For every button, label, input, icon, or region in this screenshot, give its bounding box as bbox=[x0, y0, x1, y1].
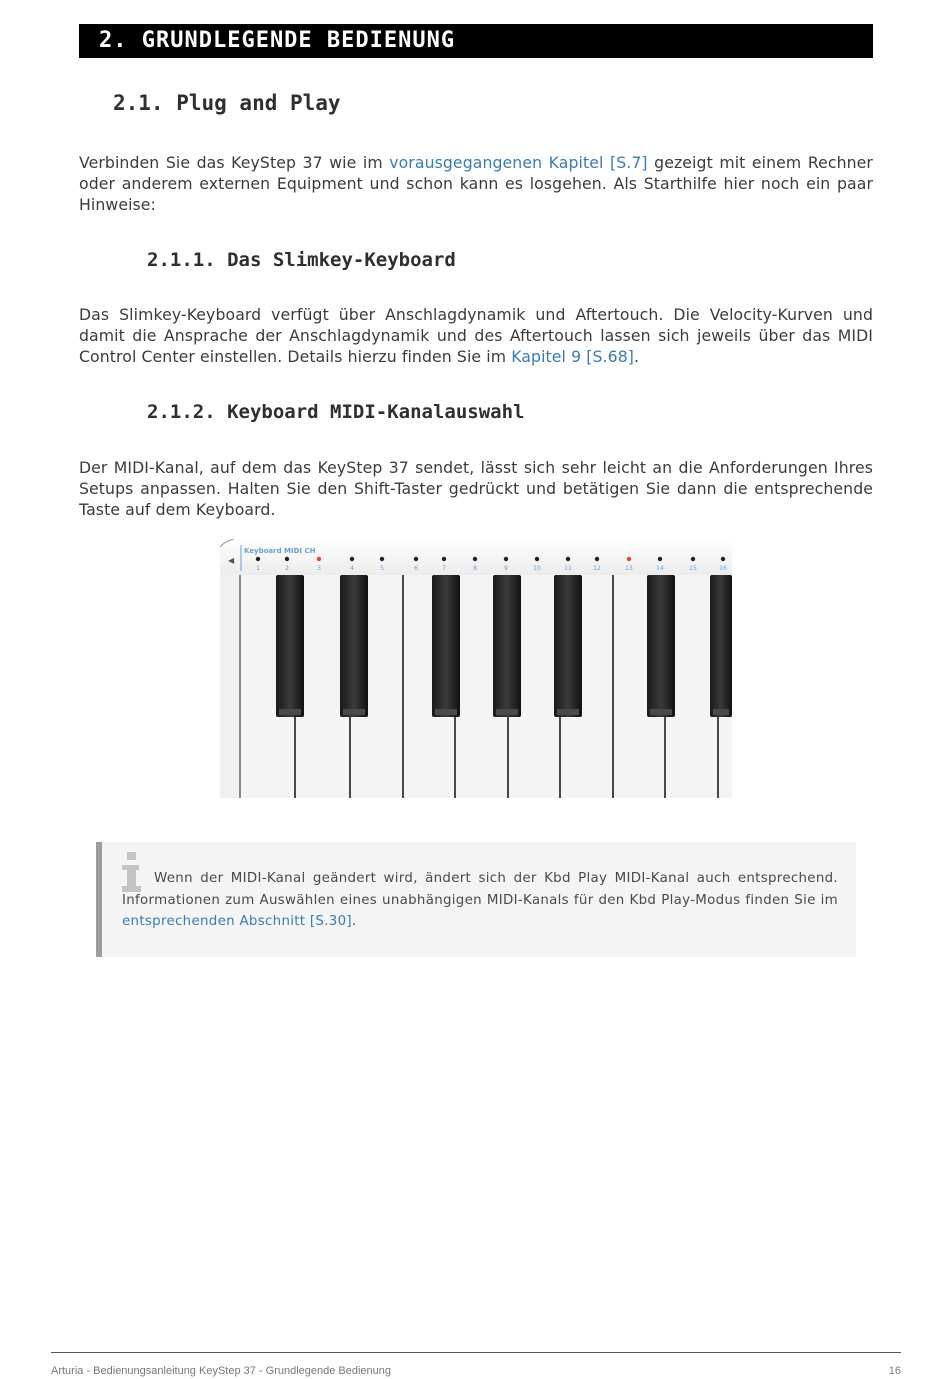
channel-dot bbox=[317, 557, 321, 561]
black-key bbox=[554, 575, 582, 717]
channel-dot bbox=[414, 557, 418, 561]
black-key-highlight bbox=[496, 709, 518, 715]
left-arrow-icon: ◀ bbox=[228, 556, 235, 565]
channel-dot bbox=[627, 557, 631, 561]
channel-dot bbox=[535, 557, 539, 561]
channel-number: 14 bbox=[656, 565, 664, 572]
channel-dot bbox=[380, 557, 384, 561]
note-text bbox=[122, 868, 838, 933]
channel-number: 3 bbox=[317, 565, 321, 572]
paragraph-text: . bbox=[634, 347, 640, 366]
black-key-highlight bbox=[713, 709, 729, 715]
chapter-heading-bar bbox=[79, 24, 873, 58]
channel-number: 9 bbox=[504, 565, 508, 572]
section-2-1-2-title: 2.1.2. Keyboard MIDI-Kanalauswahl bbox=[147, 401, 525, 423]
channel-number: 4 bbox=[350, 565, 354, 572]
footer-divider bbox=[51, 1352, 901, 1353]
channel-dot bbox=[504, 557, 508, 561]
channel-number: 13 bbox=[625, 565, 633, 572]
channel-number: 10 bbox=[533, 565, 541, 572]
channel-number: 1 bbox=[256, 565, 260, 572]
paragraph-text: gezeigt mit einem Rechner oder anderem externen Equipment und schon kann es losgehen. Als Starthilfe hier noch ein paar Hinweise: bbox=[79, 153, 873, 214]
channel-number: 15 bbox=[689, 565, 697, 572]
channel-dot bbox=[350, 557, 354, 561]
section-2-1-1-title: 2.1.1. Das Slimkey-Keyboard bbox=[147, 249, 456, 271]
paragraph-text: Das Slimkey-Keyboard verfügt über Anschlagdynamik und Aftertouch. Die Velocity-Kurven und damit die Ansprache der Anschlagdynamik und des Aftertouch lassen sich jeweils über das MIDI Control Center einstellen. Details hierzu finden Sie im bbox=[79, 305, 873, 366]
channel-number: 5 bbox=[380, 565, 384, 572]
channel-dot bbox=[566, 557, 570, 561]
black-key bbox=[276, 575, 304, 717]
channel-dot bbox=[595, 557, 599, 561]
channel-dot bbox=[256, 557, 260, 561]
black-key bbox=[432, 575, 460, 717]
info-note bbox=[96, 842, 856, 957]
channel-number: 16 bbox=[719, 565, 727, 572]
note-text-before: Wenn der MIDI-Kanal geändert wird, ändert sich der Kbd Play MIDI-Kanal auch entsprechend. Informationen zum Auswählen eines unabhängigen MIDI-Kanals für den Kbd Play-Modus finden Sie im bbox=[122, 871, 838, 908]
channel-number: 7 bbox=[442, 565, 446, 572]
link-previous-chapter[interactable]: vorausgegangenen Kapitel [S.7] bbox=[389, 153, 648, 172]
black-key-highlight bbox=[279, 709, 301, 715]
section-2-1-paragraph bbox=[79, 152, 873, 215]
black-key-highlight bbox=[343, 709, 365, 715]
black-key bbox=[493, 575, 521, 717]
link-chapter-9[interactable]: Kapitel 9 [S.68] bbox=[511, 347, 634, 366]
chapter-title: 2. GRUNDLEGENDE BEDIENUNG bbox=[99, 28, 456, 53]
channel-dot bbox=[658, 557, 662, 561]
channel-dot bbox=[691, 557, 695, 561]
channel-number: 11 bbox=[564, 565, 572, 572]
black-key bbox=[647, 575, 675, 717]
note-text-after: . bbox=[351, 914, 357, 929]
channel-dot bbox=[473, 557, 477, 561]
black-keys bbox=[276, 575, 732, 717]
channel-number: 12 bbox=[593, 565, 601, 572]
paragraph-text: Verbinden Sie das KeyStep 37 wie im bbox=[79, 153, 390, 172]
channel-dot bbox=[721, 557, 725, 561]
black-key-highlight bbox=[435, 709, 457, 715]
channel-dot bbox=[285, 557, 289, 561]
channel-number: 8 bbox=[473, 565, 477, 572]
keyboard-midi-channel-image bbox=[220, 539, 732, 798]
channel-number: 6 bbox=[414, 565, 418, 572]
black-key-highlight bbox=[557, 709, 579, 715]
black-key bbox=[710, 575, 732, 717]
black-key bbox=[340, 575, 368, 717]
black-key-highlight bbox=[650, 709, 672, 715]
footer-text: Arturia - Bedienungsanleitung KeyStep 37 - Grundlegende Bedienung bbox=[51, 1365, 392, 1377]
channel-number: 2 bbox=[285, 565, 289, 572]
section-2-1-1-paragraph bbox=[79, 304, 873, 367]
link-section-30[interactable]: entsprechenden Abschnitt [S.30] bbox=[122, 914, 352, 929]
figure-label: Keyboard MIDI CH bbox=[244, 547, 316, 555]
section-2-1-title: 2.1. Plug and Play bbox=[113, 91, 341, 115]
section-2-1-2-paragraph: Der MIDI-Kanal, auf dem das KeyStep 37 sendet, lässt sich sehr leicht an die Anforderungen Ihres Setups anpassen. Halten Sie den Shift-Taster gedrückt und betätigen Sie dann die entsprechende Taste auf dem Keyboard. bbox=[79, 458, 873, 519]
channel-dot bbox=[442, 557, 446, 561]
page-number: 16 bbox=[888, 1365, 901, 1377]
